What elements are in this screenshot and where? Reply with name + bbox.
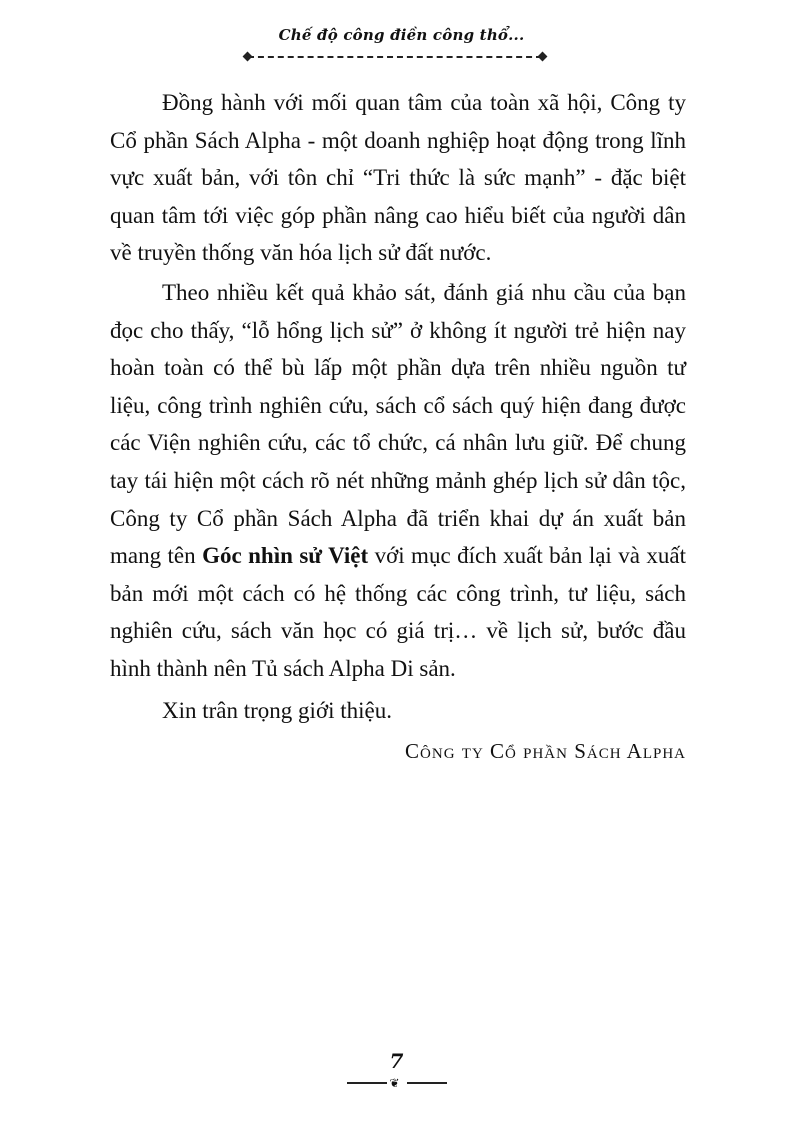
closing-line: Xin trân trọng giới thiệu. [162, 697, 392, 723]
paragraph-intro: Đồng hành với mối quan tâm của toàn xã hội, Công ty Cổ phần Sách Alpha - một doanh nghiệp hoạt động trong lĩnh vực xuất bản, với tôn chỉ “Tri thức là sức mạnh” - đặc biệt quan tâm tới việc góp phần nâng cao hiểu biết của người dân về truyền thống văn hóa lịch sử đất nước. [110, 90, 686, 266]
paragraph-project-text-end: với mục đích xuất bản lại và xuất bản mới một cách có hệ thống các công trình, tư liệu, sách nghiên cứu, sách văn học có giá trị… về lịch sử, bước đầu hình thành nên Tủ sách Alpha Di sản. [110, 543, 686, 681]
page-footer [0, 1050, 793, 1088]
page-body [110, 84, 686, 771]
paragraph-project [110, 274, 686, 688]
header-dashed-rule [248, 56, 542, 58]
ornament-line-right [407, 1082, 447, 1084]
page-number: 7 [389, 1049, 404, 1073]
running-header [0, 26, 793, 44]
ornament-line-left [347, 1082, 387, 1084]
footer-ornament [347, 1078, 447, 1088]
publisher-signature: Công ty Cổ phần Sách Alpha [405, 739, 686, 764]
running-title: Chế độ công điền công thổ... [278, 26, 525, 44]
series-name: Góc nhìn sử Việt [202, 543, 369, 569]
ornament-knot-icon: ❦ [389, 1076, 400, 1090]
paragraph-project-text-start: Theo nhiều kết quả khảo sát, đánh giá nhu cầu của bạn đọc cho thấy, “lỗ hổng lịch sử” ở không ít người trẻ hiện nay hoàn toàn có thể bù lấp một phần dựa trên nhiều nguồn tư liệu, công trình nghiên cứu, sách cổ sách quý hiện đang được các Viện nghiên cứu, các tổ chức, cá nhân lưu giữ. Để chung tay tái hiện một cách rõ nét những mảnh ghép lịch sử dân tộc, Công ty Cổ phần Sách Alpha đã triển khai dự án xuất bản mang tên [110, 279, 686, 569]
